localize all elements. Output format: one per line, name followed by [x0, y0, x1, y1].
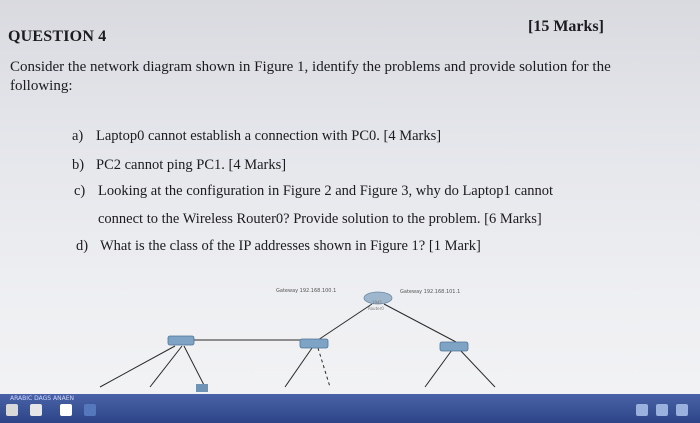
- question-marks: [15 Marks]: [528, 18, 604, 35]
- link-switch2-host: [460, 350, 495, 387]
- link-switch2-pc: [425, 350, 452, 387]
- link-switch1-host: [318, 348, 330, 387]
- question-intro: Consider the network diagram shown in Figure 1, identify the problems and provide solution for the following:: [10, 59, 611, 94]
- taskbar-title: ARABIC DAGS ANAEN: [10, 395, 74, 402]
- item-text: Laptop0 cannot establish a connection with PC0. [4 Marks]: [96, 128, 442, 144]
- item-letter: c): [74, 183, 86, 199]
- item-letter: b): [72, 157, 85, 173]
- start-icon[interactable]: [6, 404, 18, 416]
- item-text: What is the class of the IP addresses shown in Figure 1? [1 Mark]: [100, 238, 481, 254]
- link-switch0-laptop: [184, 346, 205, 387]
- switch-icon: [300, 339, 328, 348]
- question-item-c-continuation: connect to the Wireless Router0? Provide solution to the problem. [6 Marks]: [98, 211, 542, 227]
- switch-icon: [168, 336, 194, 345]
- item-letter: d): [76, 238, 89, 254]
- link-switch0-pc: [100, 346, 175, 387]
- network-diagram: [0, 262, 700, 394]
- link-switch0-host: [150, 346, 182, 387]
- question-item-a: [72, 128, 441, 145]
- question-item-b: [72, 157, 286, 174]
- app-icon[interactable]: [84, 404, 96, 416]
- pc-icon: [196, 384, 208, 392]
- gateway-right-label: Gateway 192.168.101.1: [400, 289, 461, 295]
- gateway-left-label: Gateway 192.168.100.1: [276, 288, 337, 294]
- item-text: PC2 cannot ping PC1. [4 Marks]: [96, 157, 287, 173]
- tray-icon[interactable]: [656, 404, 668, 416]
- router-model-label: 1941: [372, 300, 383, 305]
- question-item-d: [76, 238, 481, 255]
- folder-icon[interactable]: [30, 404, 42, 416]
- item-text: Looking at the configuration in Figure 2 and Figure 3, why do Laptop1 cannot: [98, 183, 554, 199]
- link-router-switch2: [384, 304, 456, 342]
- question-item-c: [74, 183, 553, 200]
- item-letter: a): [72, 128, 84, 144]
- router-name-label: Router0: [368, 306, 384, 311]
- app-icon[interactable]: [60, 404, 72, 416]
- tray-icon[interactable]: [676, 404, 688, 416]
- question-heading: QUESTION 4: [8, 28, 107, 45]
- switch-icon: [440, 342, 468, 351]
- taskbar: [0, 394, 700, 423]
- link-switch1-pc: [285, 348, 312, 387]
- tray-icon[interactable]: [636, 404, 648, 416]
- link-router-switch1: [318, 304, 372, 340]
- router-icon: [364, 292, 392, 311]
